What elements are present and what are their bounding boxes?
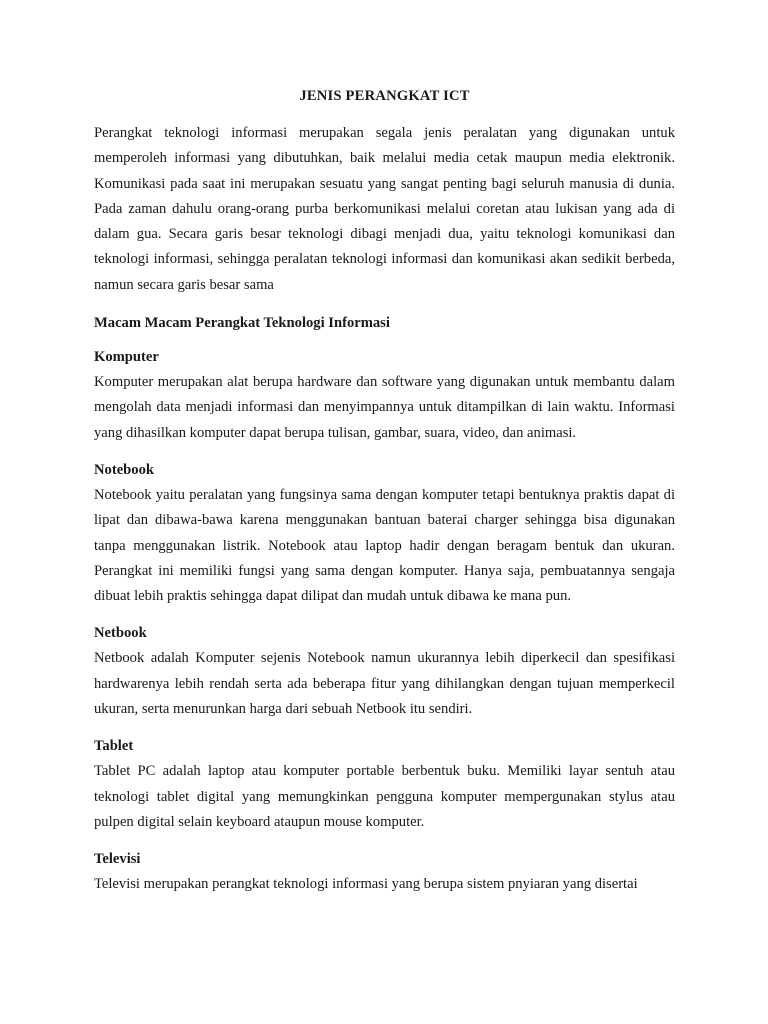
section-heading: Tablet <box>94 738 134 755</box>
section-netbook <box>94 621 675 722</box>
section-paragraph: Notebook yaitu peralatan yang fungsinya sama dengan komputer tetapi bentuknya praktis dapat di lipat dan dibawa-bawa karena menggunakan bantuan baterai charger sehingga bisa digunakan tanpa menggunakan listrik. Notebook atau laptop hadir dengan beragam bentuk dan ukuran. Perangkat ini memiliki fungsi yang sama dengan komputer. Hanya saja, pembuatannya sengaja dibuat lebih praktis sehingga dapat dilipat dan mudah untuk dibawa ke mana pun. <box>94 486 675 605</box>
section-heading: Komputer <box>94 349 159 366</box>
section-televisi <box>94 847 675 897</box>
intro-paragraph: Perangkat teknologi informasi merupakan segala jenis peralatan yang digunakan untuk memperoleh informasi yang dibutuhkan, baik melalui media cetak maupun media elektronik. Komunikasi pada saat ini merupakan sesuatu yang sangat penting bagi seluruh manusia di dunia. Pada zaman dahulu orang-orang purba berkomunikasi melalui coretan atau lukisan yang ada di dalam gua. Secara garis besar teknologi dibagi menjadi dua, yaitu teknologi komunikasi dan teknologi informasi, sehingga peralatan teknologi informasi dan komunikasi akan sedikit berbeda, namun secara garis besar sama <box>94 125 675 293</box>
section-notebook <box>94 458 675 609</box>
section-tablet <box>94 734 675 835</box>
section-paragraph: Komputer merupakan alat berupa hardware dan software yang digunakan untuk membantu dalam mengolah data menjadi informasi dan menyimpannya untuk ditampilkan di lain waktu. Informasi yang dihasilkan komputer dapat berupa tulisan, gambar, suara, video, dan animasi. <box>94 374 675 441</box>
section-paragraph: Televisi merupakan perangkat teknologi informasi yang berupa sistem pnyiaran yang disertai <box>94 876 638 893</box>
section-komputer <box>94 345 675 446</box>
section-heading: Netbook <box>94 625 147 642</box>
section-heading: Notebook <box>94 461 154 478</box>
section-paragraph: Tablet PC adalah laptop atau komputer portable berbentuk buku. Memiliki layar sentuh atau teknologi tablet digital yang memungkinkan pengguna komputer mempergunakan stylus atau pulpen digital selain keyboard ataupun mouse komputer. <box>94 763 675 830</box>
document-title: JENIS PERANGKAT ICT <box>299 88 470 104</box>
document-page <box>94 84 675 898</box>
main-heading: Macam Macam Perangkat Teknologi Informasi <box>94 315 390 332</box>
section-paragraph: Netbook adalah Komputer sejenis Notebook namun ukurannya lebih diperkecil dan spesifikasi hardwarenya lebih rendah serta ada beberapa fitur yang dihilangkan dengan tujuan memperkecil ukuran, serta menurunkan harga dari sebuah Netbook itu sendiri. <box>94 650 675 718</box>
section-heading: Televisi <box>94 851 141 868</box>
